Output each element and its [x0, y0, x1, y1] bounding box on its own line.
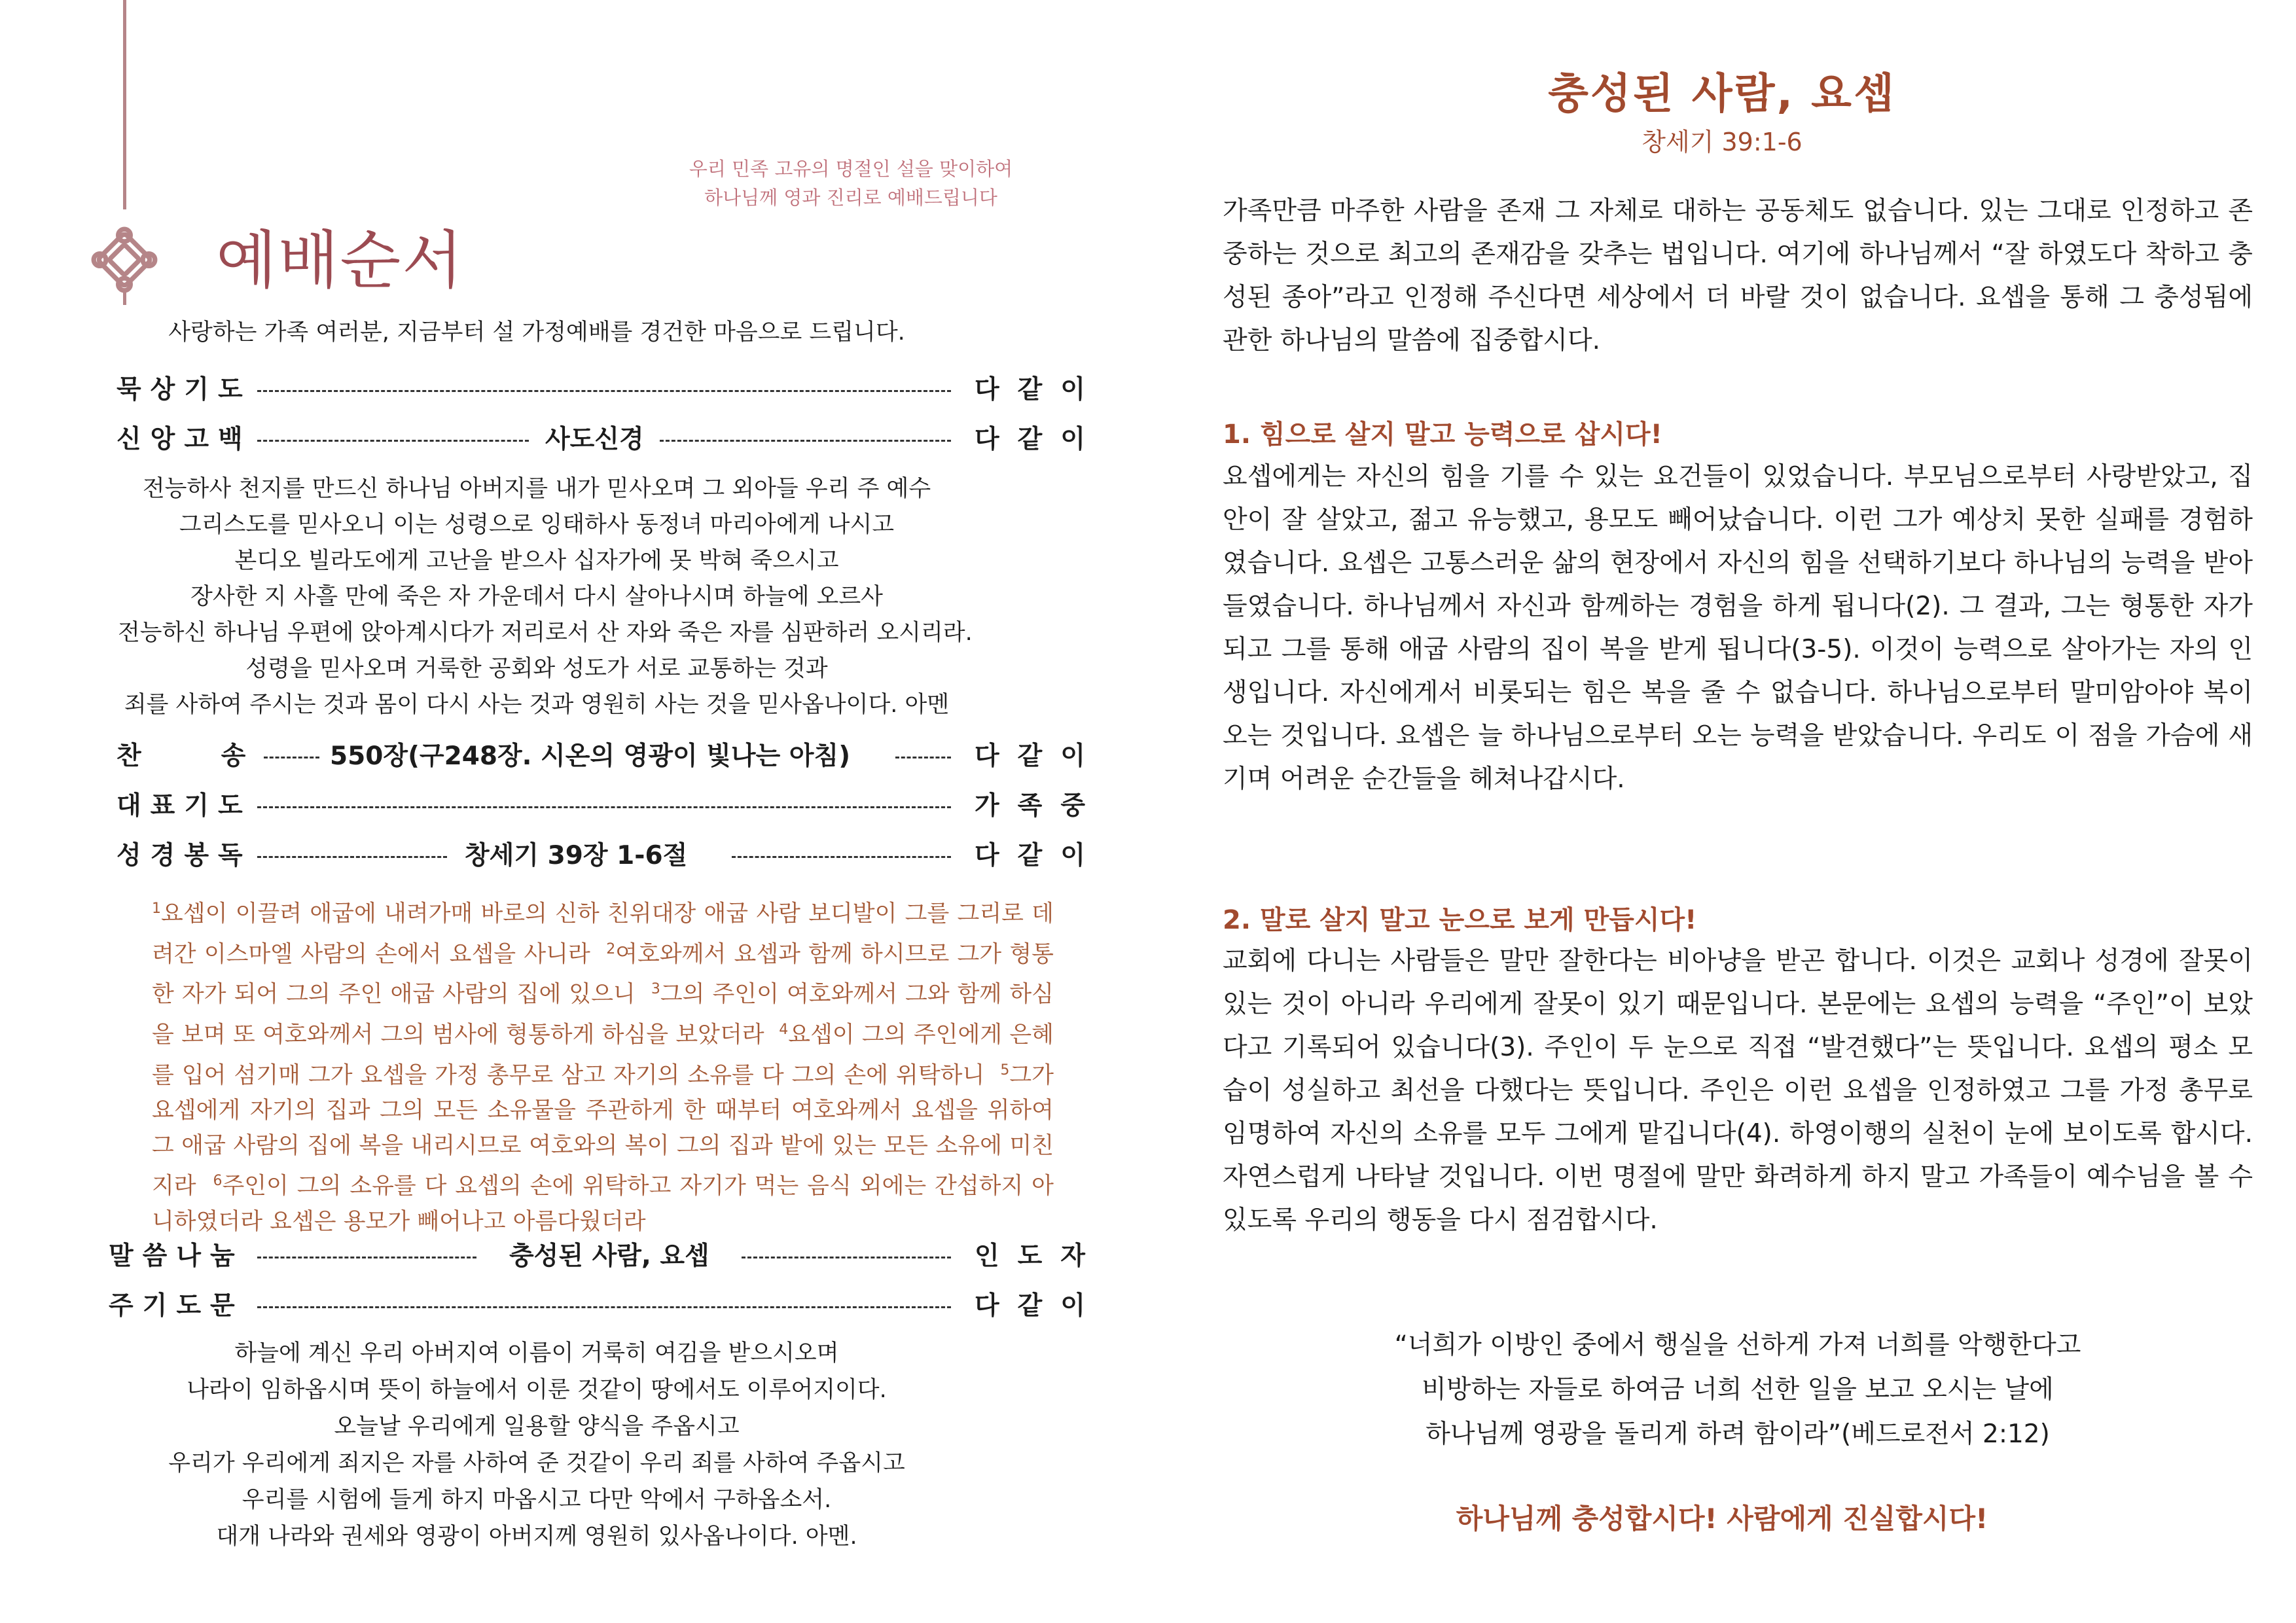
dash-leader: [257, 1257, 476, 1258]
quote-line: “너희가 이방인 중에서 행실을 선하게 가져 너희를 악행한다고: [1394, 1330, 2081, 1360]
korean-knot-icon: [90, 226, 158, 294]
prayer-line: 하늘에 계신 우리 아버지여 이름이 거룩히 여김을 받으시오며: [234, 1340, 839, 1366]
order-content: 충성된 사람, 요셉: [509, 1241, 709, 1271]
sermon-reference: 창세기 39:1-6: [1641, 128, 1803, 156]
section-1-body: 요셉에게는 자신의 힘을 기를 수 있는 요건들이 있었습니다. 부모님으로부터 사랑받았고, 집안이 잘 살았고, 젊고 유능했고, 용모도 빼어났습니다. 이런 그가 예상치 못한 실패를 경험하였습니다. 요셉은 고통스러운 삶의 현장에서 자신의 힘을 선택하기보다 하나님의 능력을 받아들였습니다. 하나님께서 자신과 함께하는 경험을 하게 됩니다(2). 그 결과, 그는 형통한 자가 되고 그를 통해 애굽 사람의 집이 복을 받게 됩니다(3-5). 이것이 능력으로 살아가는 자의 인생입니다. 자신에게서 비롯되는 힘은 복을 줄 수 없습니다. 하나님으로부터 말미암아야 복이 오는 것입니다. 요셉은 늘 하나님으로부터 오는 능력을 받았습니다. 우리도 이 점을 가슴에 새기며 어려운 순간들을 헤쳐나갑시다.: [1223, 462, 2253, 794]
order-label: 묵상기도: [117, 375, 252, 404]
verse-number: 5: [1000, 1061, 1010, 1079]
order-content: 550장(구248장. 시온의 영광이 빛나는 아침): [330, 741, 851, 771]
creed-line: 본디오 빌라도에게 고난을 받으사 십자가에 못 박혀 죽으시고: [234, 548, 839, 574]
order-leader: 다같이: [974, 1291, 1103, 1321]
creed-line: 성령을 믿사오며 거룩한 공회와 성도가 서로 교통하는 것과: [245, 656, 828, 682]
sermon-intro: 가족만큼 마주한 사람을 존재 그 자체로 대하는 공동체도 없습니다. 있는 그대로 인정하고 존중하는 것으로 최고의 존재감을 갖추는 법입니다. 여기에 하나님께서 “잘 하였도다 착하고 충성된 종아”라고 인정해 주신다면 세상에서 더 바랄 것이 없습니다. 요셉을 통해 그 충성됨에 관한 하나님의 말씀에 집중합시다.: [1223, 196, 2253, 355]
verse-text: 요셉이 그의 주인에게 은혜를 입어 섬기매 그가 요셉을 가정 총무로 삼고 자기의 소유를 다 그의 손에 위탁하니: [152, 1022, 1054, 1089]
verse-number: 3: [651, 981, 660, 998]
creed-line: 장사한 지 사흘 만에 죽은 자 가운데서 다시 살아나시며 하늘에 오르사: [190, 584, 883, 610]
order-label: 신앙고백: [117, 425, 252, 454]
creed-line: 전능하신 하나님 우편에 앉아계시다가 저리로서 산 자와 죽은 자를 심판하러 오시리라.: [118, 620, 973, 646]
apostles-creed: [118, 471, 973, 723]
dash-leader: [257, 440, 529, 442]
order-row-sermon: [109, 1236, 1103, 1272]
order-leader: 다같이: [974, 741, 1103, 771]
order-label: 말씀나눔: [109, 1241, 244, 1271]
dash-leader: [895, 757, 951, 758]
verse-text: 주인이 그의 소유를 다 요셉의 손에 위탁하고 자기가 먹는 음식 외에는 간섭하지 아니하였더라 요셉은 용모가 빼어나고 아름다웠더라: [152, 1173, 1054, 1235]
order-row-reading: [117, 835, 1103, 872]
order-label: 주기도문: [109, 1291, 244, 1321]
order-row-prayer: [117, 785, 1103, 822]
prayer-line: 나라이 임하옵시며 뜻이 하늘에서 이룬 것같이 땅에서도 이루어지이다.: [187, 1377, 887, 1403]
dash-leader: [742, 1257, 951, 1258]
order-leader: 다같이: [974, 375, 1103, 404]
order-leader: 다같이: [974, 841, 1103, 870]
order-leader: 인도자: [974, 1241, 1103, 1271]
scripture-passage: [152, 891, 1054, 1240]
prayer-line: 우리를 시험에 들게 하지 마옵시고 다만 악에서 구하옵소서.: [242, 1487, 832, 1513]
lords-prayer: [118, 1335, 956, 1555]
dash-leader: [257, 390, 951, 392]
section-2-body: 교회에 다니는 사람들은 말만 잘한다는 비아냥을 받곤 합니다. 이것은 교회나 성경에 잘못이 있는 것이 아니라 우리에게 잘못이 있기 때문입니다. 본문에는 요셉의 능력을 “주인”이 보았다고 기록되어 있습니다(3). 주인이 두 눈으로 직접 “발견했다”는 뜻입니다. 요셉의 평소 모습이 성실하고 최선을 다했다는 뜻입니다. 주인은 이런 요셉을 인정하였고 그를 가정 총무로 임명하여 자신의 소유를 모두 그에게 맡깁니다(4). 하영이행의 실천이 눈에 보이도록 합시다. 자연스럽게 나타날 것입니다. 이번 명절에 말만 화려하게 하지 말고 가족들이 예수님을 볼 수 있도록 우리의 행동을 다시 점검합시다.: [1223, 946, 2253, 1235]
ornament-tassel: [123, 292, 126, 305]
closing-exhortation: 하나님께 충성합시다! 사람에게 진실합시다!: [1456, 1503, 1988, 1535]
verse-text: 그가 요셉에게 자기의 집과 그의 모든 소유물을 주관하게 한 때부터 여호와께서 요셉을 위하여 그 애굽 사람의 집에 복을 내리시므로 여호와의 복이 그의 집과 밭에 있는 모든 소유에 미친지라: [152, 1062, 1054, 1200]
creed-line: 죄를 사하여 주시는 것과 몸이 다시 사는 것과 영원히 사는 것을 믿사옵나이다. 아멘: [124, 692, 950, 718]
order-leader: 가족중: [974, 791, 1103, 821]
order-row-meditation: [117, 369, 1103, 406]
order-label: 찬송: [117, 741, 326, 771]
prayer-line: 대개 나라와 권세와 영광이 아버지께 영원히 있사옵나이다. 아멘.: [216, 1524, 857, 1550]
verse-text: 요셉이 이끌려 애굽에 내려가매 바로의 신하 친위대장 애굽 사람 보디발이 그를 그리로 데려간 이스마엘 사람의 손에서 요셉을 사니라: [152, 901, 1054, 968]
order-row-hymn: [117, 736, 1103, 772]
creed-line: 전능하사 천지를 만드신 하나님 아버지를 내가 믿사오며 그 외아들 우리 주 예수: [142, 476, 931, 502]
order-row-lords-prayer: [109, 1285, 1103, 1322]
order-content: 사도신경: [545, 425, 644, 454]
prayer-line: 오늘날 우리에게 일용할 양식을 주옵시고: [334, 1414, 740, 1440]
intro-line-1: 우리 민족 고유의 명절인 설을 맞이하여: [689, 158, 1013, 180]
dash-leader: [257, 856, 447, 858]
sermon-title: 충성된 사람, 요셉: [1548, 70, 1896, 118]
dash-leader: [257, 806, 951, 808]
intro-line-2: 하나님께 영과 진리로 예배드립니다: [704, 187, 997, 209]
ornament-cord: [123, 0, 126, 209]
verse-number: 6: [213, 1173, 223, 1190]
greeting-text: 사랑하는 가족 여러분, 지금부터 설 가정예배를 경건한 마음으로 드립니다.: [168, 319, 905, 346]
verse-number: 4: [779, 1021, 789, 1038]
prayer-line: 우리가 우리에게 죄지은 자를 사하여 준 것같이 우리 죄를 사하여 주옵시고: [168, 1450, 905, 1476]
order-label: 성경봉독: [117, 841, 252, 870]
dash-leader: [732, 856, 951, 858]
verse-number: 2: [606, 940, 616, 957]
order-content: 창세기 39장 1-6절: [465, 841, 688, 870]
quote-line: 하나님께 영광을 돌리게 하려 함이라”(베드로전서 2:12): [1426, 1419, 2050, 1449]
dash-leader: [264, 757, 319, 758]
scripture-quote: [1223, 1323, 2253, 1457]
dash-leader: [257, 1306, 951, 1308]
section-2-heading: 2. 말로 살지 말고 눈으로 보게 만듭시다!: [1223, 905, 1697, 935]
verse-text: 여호와께서 요셉과 함께 하시므로 그가 형통한 자가 되어 그의 주인 애굽 사람의 집에 있으니: [152, 941, 1054, 1008]
dash-leader: [660, 440, 951, 442]
verse-text: 그의 주인이 여호와께서 그와 함께 하심을 보며 또 여호와께서 그의 범사에 형통하게 하심을 보았더라: [152, 981, 1054, 1048]
quote-line: 비방하는 자들로 하여금 너희 선한 일을 보고 오시는 날에: [1422, 1375, 2054, 1404]
order-label: 대표기도: [117, 791, 252, 821]
order-leader: 다같이: [974, 425, 1103, 454]
section-1-heading: 1. 힘으로 살지 말고 능력으로 삽시다!: [1223, 419, 1662, 450]
order-row-confession: [117, 419, 1103, 455]
creed-line: 그리스도를 믿사오니 이는 성령으로 잉태하사 동정녀 마리아에게 나시고: [179, 512, 895, 538]
page-title: 예배순서: [216, 224, 464, 297]
verse-number: 1: [152, 901, 161, 917]
right-page: [1148, 0, 2296, 1623]
